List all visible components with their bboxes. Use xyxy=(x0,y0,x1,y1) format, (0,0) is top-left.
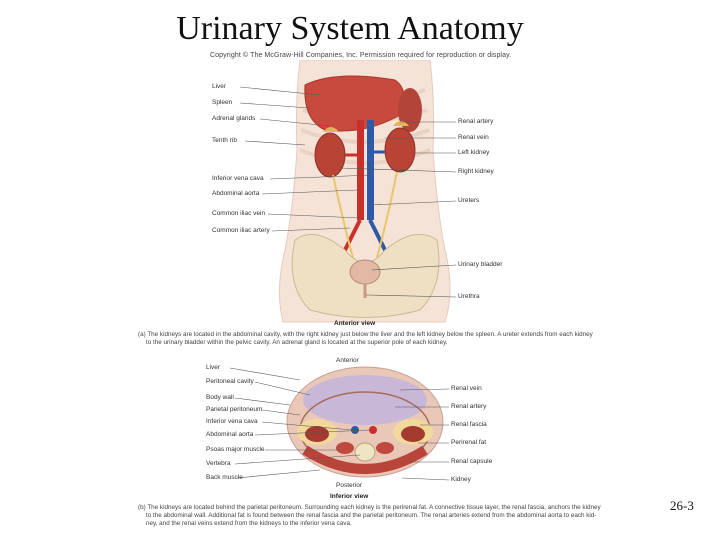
label-perirenal-fat: Perirenal fat xyxy=(451,439,487,446)
figure-b-view-label: Inferior view xyxy=(330,493,369,500)
slide-number: 26-3 xyxy=(670,498,694,513)
label-renal-artery: Renal artery xyxy=(458,118,494,125)
figure-a-caption-line1: (a) The kidneys are located in the abdominal cavity, with the right kidney just below the liver and the left kidney below the spleen. A ureter extends from each kidney xyxy=(138,331,593,338)
label-urinary-bladder: Urinary bladder xyxy=(458,261,503,268)
label-inferior-vena-cava: Inferior vena cava xyxy=(212,175,264,182)
label-back-muscle: Back muscle xyxy=(206,474,243,481)
figure-a-caption-line2: to the urinary bladder within the pelvic cavity. An adrenal gland is located at the superior pole of each kidney. xyxy=(146,339,448,346)
label-urethra: Urethra xyxy=(458,293,480,300)
label-kidney: Kidney xyxy=(451,476,471,483)
label-renal-capsule: Renal capsule xyxy=(451,458,493,465)
label-liver: Liver xyxy=(212,83,227,90)
label-common-iliac-vein: Common iliac vein xyxy=(212,210,266,217)
label-common-iliac-artery: Common iliac artery xyxy=(212,227,270,234)
label-vertebra: Vertebra xyxy=(206,460,231,467)
figure-b-top-label: Anterior xyxy=(336,357,359,364)
label-b-abdominal-aorta: Abdominal aorta xyxy=(206,431,254,438)
label-psoas-major-muscle: Psoas major muscle xyxy=(206,446,265,453)
label-adrenal-glands: Adrenal glands xyxy=(212,115,256,122)
label-abdominal-aorta: Abdominal aorta xyxy=(212,190,260,197)
figure-b-caption-line2: to the abdominal wall. Additional fat is found between the renal fascia and the parietal peritoneum. The renal arteries extend from the abdominal aorta to each kid- xyxy=(146,512,597,519)
label-peritoneal-cavity: Peritoneal cavity xyxy=(206,378,254,385)
label-parietal-peritoneum: Parietal peritoneum xyxy=(206,406,263,413)
figure-b-bottom-label: Posterior xyxy=(336,482,363,489)
label-left-kidney: Left kidney xyxy=(458,149,490,156)
figure-a-view-label: Anterior view xyxy=(334,320,376,327)
slide-title: Urinary System Anatomy xyxy=(176,10,524,47)
label-spleen: Spleen xyxy=(212,99,233,106)
label-renal-fascia: Renal fascia xyxy=(451,421,487,428)
label-b-renal-artery: Renal artery xyxy=(451,403,487,410)
label-tenth-rib: Tenth rib xyxy=(212,137,237,144)
label-b-inferior-vena-cava: Inferior vena cava xyxy=(206,418,258,425)
label-b-renal-vein: Renal vein xyxy=(451,385,482,392)
figure-b-caption-line1: (b) The kidneys are located behind the parietal peritoneum. Surrounding each kidney is the perirenal fat. A connective tissue layer, the renal fascia, anchors the kidney xyxy=(138,504,601,511)
label-b-liver: Liver xyxy=(206,364,221,371)
label-body-wall: Body wall xyxy=(206,394,234,401)
copyright-notice: Copyright © The McGraw-Hill Companies, Inc. Permission required for reproduction or display. xyxy=(210,52,512,59)
label-right-kidney: Right kidney xyxy=(458,168,494,175)
label-renal-vein: Renal vein xyxy=(458,134,489,141)
figure-b-caption-line3: ney, and the renal veins extend from the kidneys to the inferior vena cava. xyxy=(146,520,352,527)
label-ureters: Ureters xyxy=(458,197,480,204)
